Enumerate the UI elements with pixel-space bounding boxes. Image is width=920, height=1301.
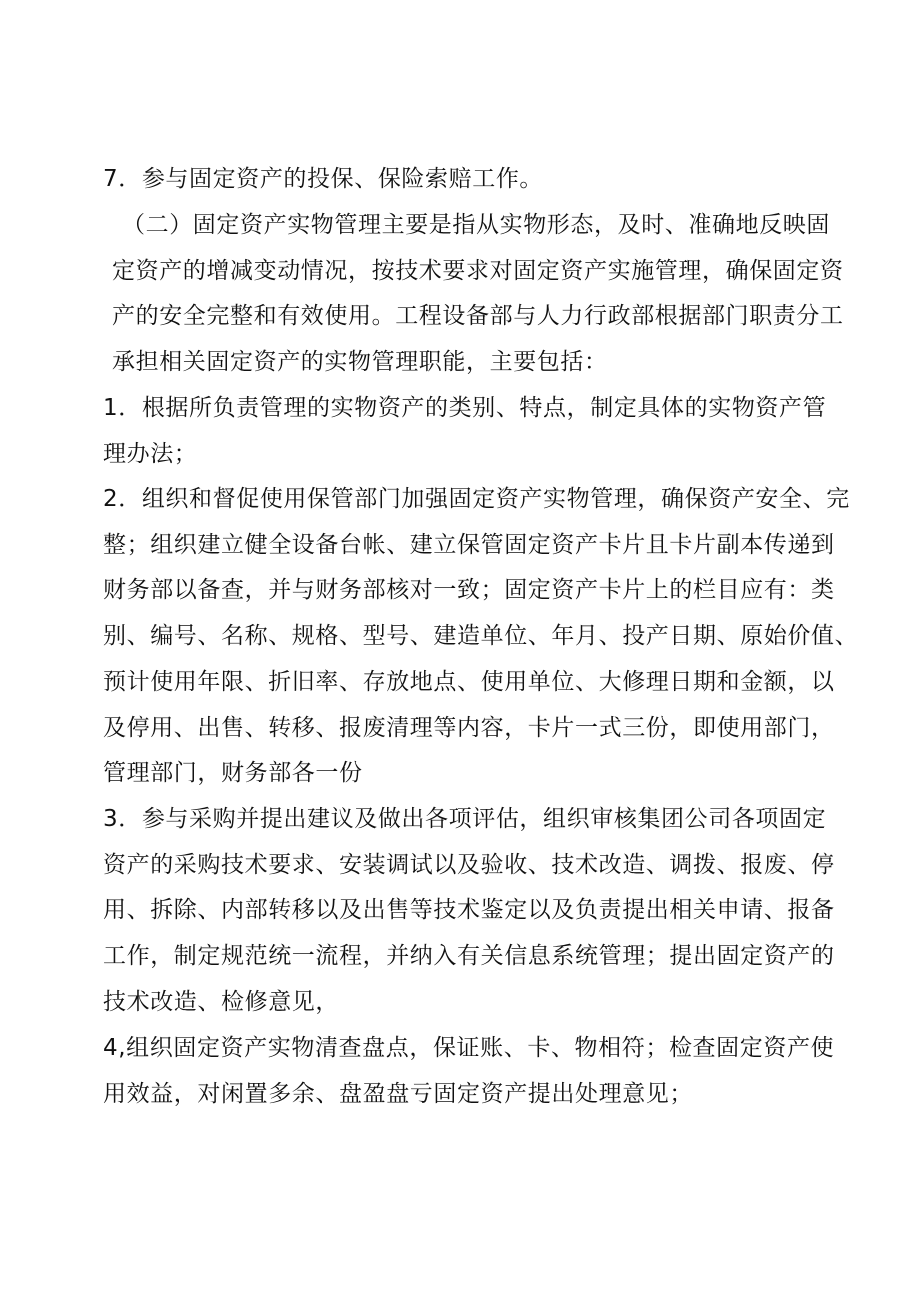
text-line: 别、编号、名称、规格、型号、建造单位、年月、投产日期、原始价值、 [103, 623, 859, 650]
text-line: 管理部门，财务部各一份 [103, 760, 363, 787]
text-line: 整；组织建立健全设备台帐、建立保管固定资产卡片且卡片副本传递到 [103, 531, 835, 558]
paragraph-item-4 [103, 1026, 843, 1117]
text-line: 财务部以备查，并与财务部核对一致；固定资产卡片上的栏目应有：类 [103, 577, 835, 604]
text-line: 用、拆除、内部转移以及出售等技术鉴定以及负责提出相关申请、报备 [103, 897, 835, 924]
text-line: 用效益，对闲置多余、盘盈盘亏固定资产提出处理意见； [103, 1080, 693, 1107]
text-line: 工作，制定规范统一流程，并纳入有关信息系统管理；提出固定资产的 [103, 943, 835, 970]
text-line: 7．参与固定资产的投保、保险索赔工作。 [103, 166, 544, 192]
text-line: 理办法； [103, 440, 198, 467]
paragraph-item-7 [103, 157, 843, 203]
text-line: 1．根据所负责管理的实物资产的类别、特点，制定具体的实物资产管 [103, 395, 827, 421]
text-line: 定资产的增减变动情况，按技术要求对固定资产实施管理，确保固定资 [112, 257, 844, 284]
text-line: 产的安全完整和有效使用。工程设备部与人力行政部根据部门职责分工 [112, 303, 844, 330]
text-line: 技术改造、检修意见， [103, 988, 339, 1015]
text-line: 4,组织固定资产实物清查盘点，保证账、卡、物相符；检查固定资产使 [103, 1035, 835, 1061]
text-line: 资产的采购技术要求、安装调试以及验收、技术改造、调拨、报废、停 [103, 851, 835, 878]
text-line: 3．参与采购并提出建议及做出各项评估，组织审核集团公司各项固定 [103, 806, 827, 832]
paragraph-item-2 [103, 477, 859, 797]
text-line: 及停用、出售、转移、报废清理等内容，卡片一式三份，即使用部门， [103, 714, 835, 741]
text-line: 承担相关固定资产的实物管理职能，主要包括： [112, 349, 608, 376]
paragraph-item-3 [103, 797, 843, 1026]
text-line: 预计使用年限、折旧率、存放地点、使用单位、大修理日期和金额，以 [103, 668, 835, 695]
text-line: 2．组织和督促使用保管部门加强固定资产实物管理，确保资产安全、完 [103, 486, 850, 512]
text-line: （二）固定资产实物管理主要是指从实物形态，及时、准确地反映固 [122, 212, 830, 238]
paragraph-physical-management-intro [112, 203, 852, 386]
paragraph-item-1 [103, 386, 843, 477]
